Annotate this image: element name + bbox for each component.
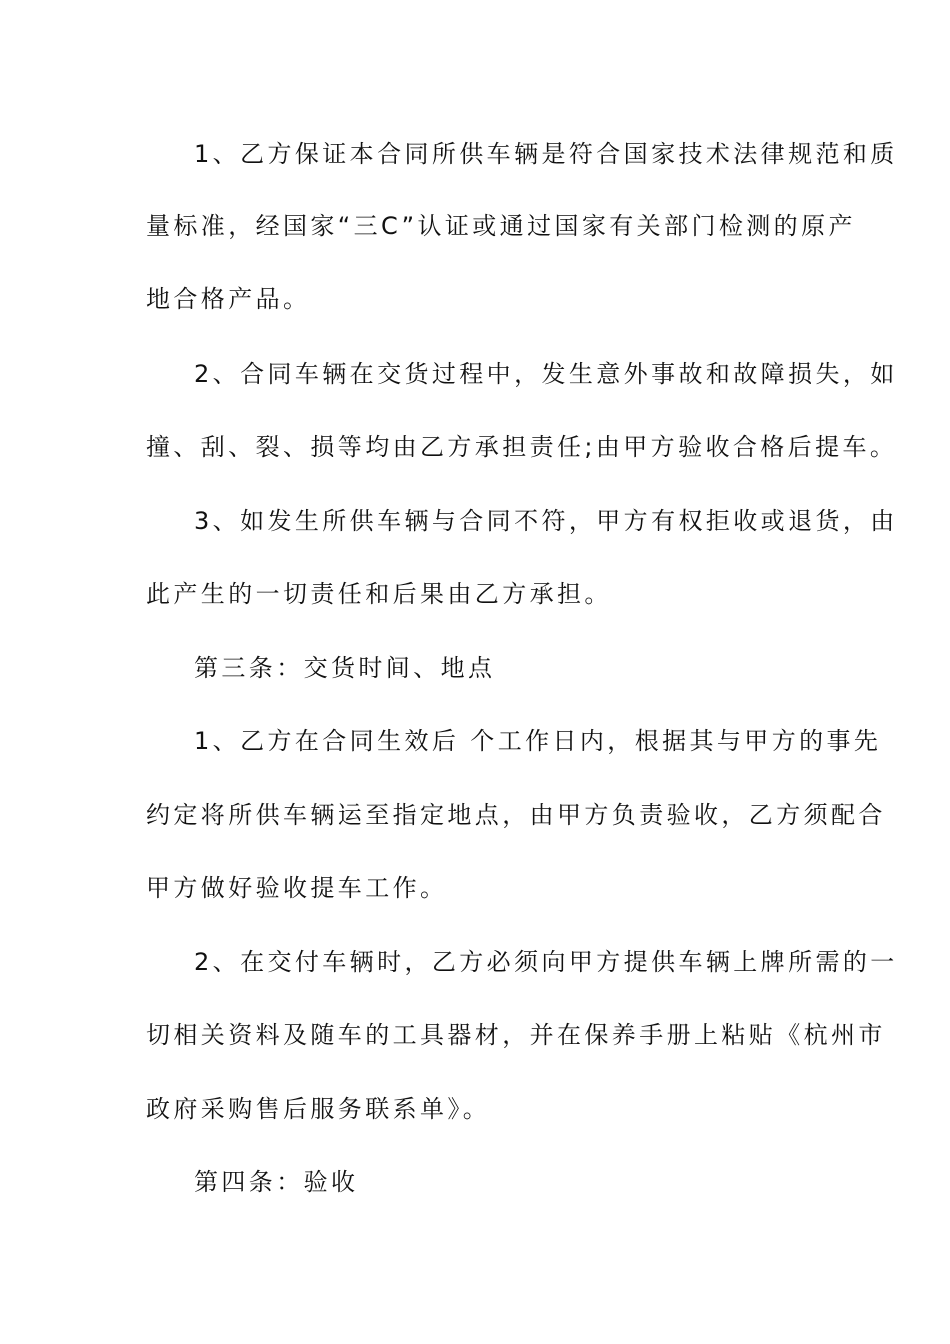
paragraph-line: 3、如发生所供车辆与合同不符，甲方有权拒收或退货，由 <box>194 507 898 535</box>
section-heading: 第三条：交货时间、地点 <box>194 654 496 682</box>
paragraph-line: 约定将所供车辆运至指定地点，由甲方负责验收，乙方须配合 <box>146 801 886 829</box>
paragraph-line: 2、在交付车辆时，乙方必须向甲方提供车辆上牌所需的一 <box>194 948 898 976</box>
paragraph-line: 切相关资料及随车的工具器材，并在保养手册上粘贴《杭州市 <box>146 1021 886 1049</box>
paragraph-line: 1、乙方保证本合同所供车辆是符合国家技术法律规范和质 <box>194 140 898 168</box>
paragraph-line: 量标准，经国家“三C”认证或通过国家有关部门检测的原产 <box>146 212 856 240</box>
paragraph-line: 地合格产品。 <box>146 285 311 313</box>
paragraph-line: 甲方做好验收提车工作。 <box>146 874 448 902</box>
paragraph-line: 此产生的一切责任和后果由乙方承担。 <box>146 580 612 608</box>
paragraph-line: 撞、刮、裂、损等均由乙方承担责任;由甲方验收合格后提车。 <box>146 433 898 461</box>
paragraph-line: 1、乙方在合同生效后 个工作日内，根据其与甲方的事先 <box>194 727 882 755</box>
paragraph-line: 政府采购售后服务联系单》。 <box>146 1095 491 1123</box>
paragraph-line: 2、合同车辆在交货过程中，发生意外事故和故障损失，如 <box>194 360 898 388</box>
section-heading: 第四条：验收 <box>194 1168 359 1196</box>
